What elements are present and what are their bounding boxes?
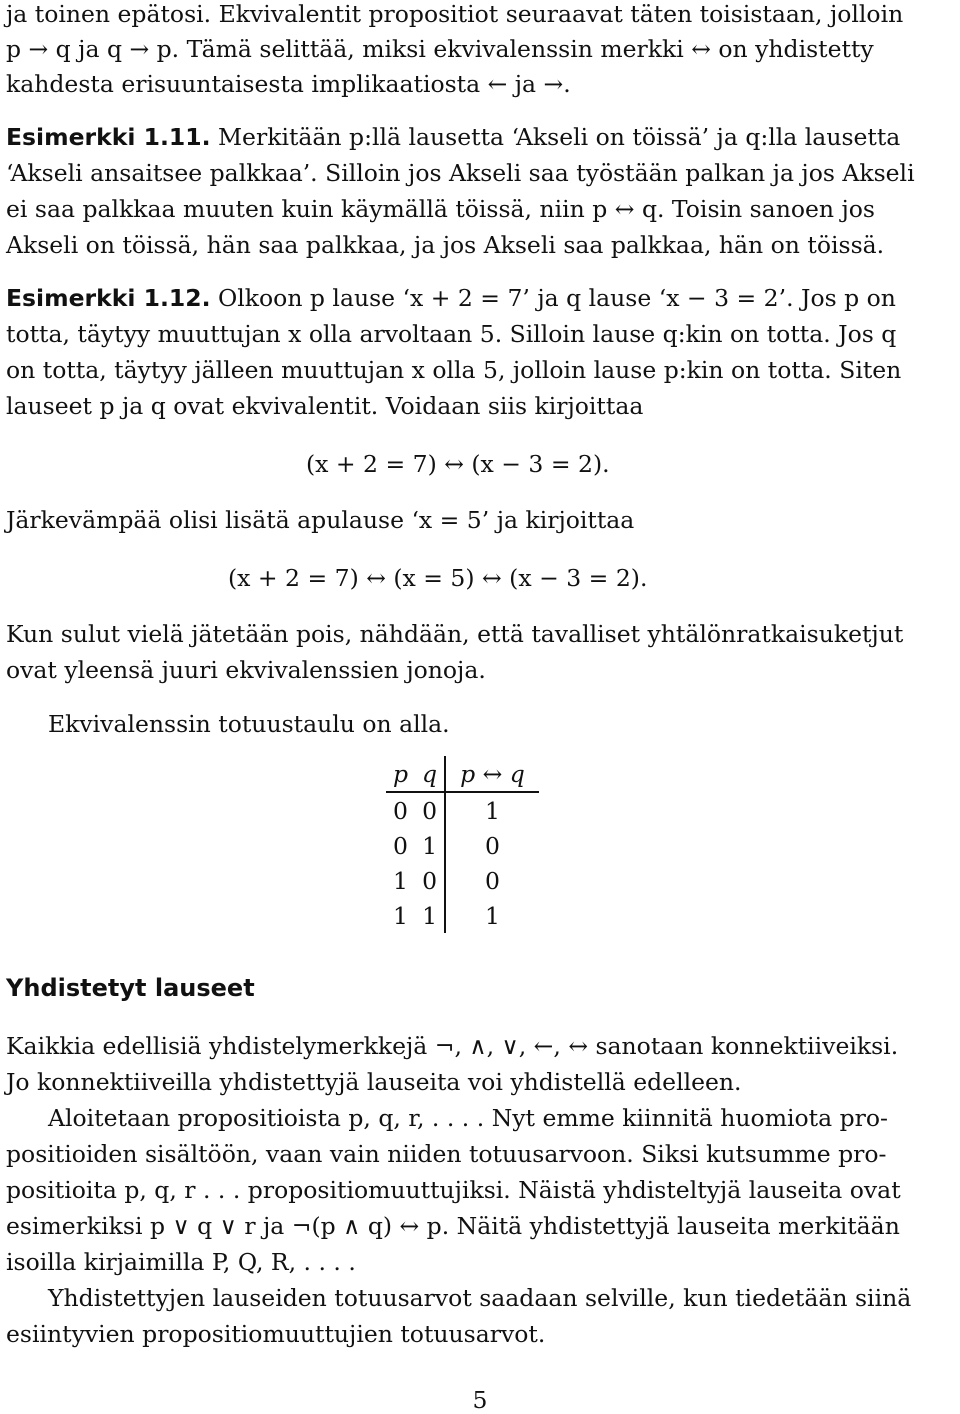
example-12-line [6,281,896,315]
table-cell: 1 [445,792,539,828]
table-cell: 1 [445,898,539,933]
line-7: Akseli on töissä, hän saa palkkaa, ja jos Akseli saa palkkaa, hän on töissä. [6,231,885,259]
line-18: Aloitetaan propositioista p, q, r, . . . . Nyt emme kiinnitä huomiota pro- [48,1104,888,1132]
truth-table-header-p: p [386,756,415,792]
line-6: ei saa palkkaa muuten kuin käymällä töissä, niin p ↔ q. Toisin sanoen jos [6,195,875,223]
line-16: Kaikkia edellisiä yhdistelymerkkejä ¬, ∧, ∨, ←, ↔ sanotaan konnektiiveiksi. [6,1032,899,1060]
line-21: esimerkiksi p ∨ q ∨ r ja ¬(p ∧ q) ↔ p. Näitä yhdistettyjä lauseita merkitään [6,1212,900,1240]
table-cell: 0 [422,866,438,895]
section-heading: Yhdistetyt lauseet [6,974,255,1002]
table-cell: 0 [445,828,539,863]
line-11: lauseet p ja q ovat ekvivalentit. Voidaan siis kirjoittaa [6,392,644,420]
page-number: 5 [472,1386,488,1414]
table-cell: 0 [422,796,438,825]
table-cell: 1 [393,866,408,895]
line-1: ja toinen epätosi. Ekvivalentit propositiot seuraavat täten toisistaan, jolloin [6,0,904,28]
table-cell: 1 [422,831,438,860]
example-11-text: Merkitään p:llä lausetta ‘Akseli on töissä’ ja q:lla lausetta [218,123,901,151]
line-9: totta, täytyy muuttujan x olla arvoltaan 5. Silloin lause q:kin on totta. Jos q [6,320,897,348]
table-row [386,863,539,898]
line-2: p → q ja q → p. Tämä selittää, miksi ekvivalenssin merkki ↔ on yhdistetty [6,35,874,63]
truth-table [386,756,539,933]
table-row [386,828,539,863]
line-19: positioiden sisältöön, vaan vain niiden totuusarvoon. Siksi kutsumme pro- [6,1140,887,1168]
line-15: Ekvivalenssin totuustaulu on alla. [48,710,450,738]
line-22: isoilla kirjaimilla P, Q, R, . . . . [6,1248,356,1276]
display-math-1: (x + 2 = 7) ↔ (x − 3 = 2). [306,450,610,478]
table-cell: 0 [445,863,539,898]
line-20: positioita p, q, r . . . propositiomuuttujiksi. Näistä yhdisteltyjä lauseita ovat [6,1176,901,1204]
line-17: Jo konnektiiveilla yhdistettyjä lauseita voi yhdistellä edelleen. [6,1068,742,1096]
line-13: Kun sulut vielä jätetään pois, nähdään, että tavalliset yhtälönratkaisuketjut [6,620,904,648]
line-14: ovat yleensä juuri ekvivalenssien jonoja. [6,656,486,684]
table-row [386,792,539,828]
table-cell: 1 [422,901,438,930]
example-11-line [6,120,900,154]
table-cell: 1 [393,901,408,930]
line-24: esiintyvien propositiomuuttujien totuusarvot. [6,1320,546,1348]
truth-table-header-equiv: p ↔ q [445,756,539,792]
line-12: Järkevämpää olisi lisätä apulause ‘x = 5’ ja kirjoittaa [6,506,635,534]
table-cell: 0 [393,831,408,860]
table-cell: 0 [393,796,408,825]
line-10: on totta, täytyy jälleen muuttujan x olla 5, jolloin lause p:kin on totta. Siten [6,356,902,384]
display-math-2: (x + 2 = 7) ↔ (x = 5) ↔ (x − 3 = 2). [228,564,648,592]
table-row [386,898,539,933]
line-3: kahdesta erisuuntaisesta implikaatiosta ← ja →. [6,70,571,98]
example-12-label: Esimerkki 1.12. [6,284,211,312]
example-12-text: Olkoon p lause ‘x + 2 = 7’ ja q lause ‘x − 3 = 2’. Jos p on [218,284,896,312]
line-23: Yhdistettyjen lauseiden totuusarvot saadaan selville, kun tiedetään siinä [48,1284,912,1312]
line-5: ‘Akseli ansaitsee palkkaa’. Silloin jos Akseli saa työstään palkan ja jos Akseli [6,159,915,187]
truth-table-header-row [386,756,539,792]
truth-table-header-q: q [415,756,445,792]
example-11-label: Esimerkki 1.11. [6,123,211,151]
